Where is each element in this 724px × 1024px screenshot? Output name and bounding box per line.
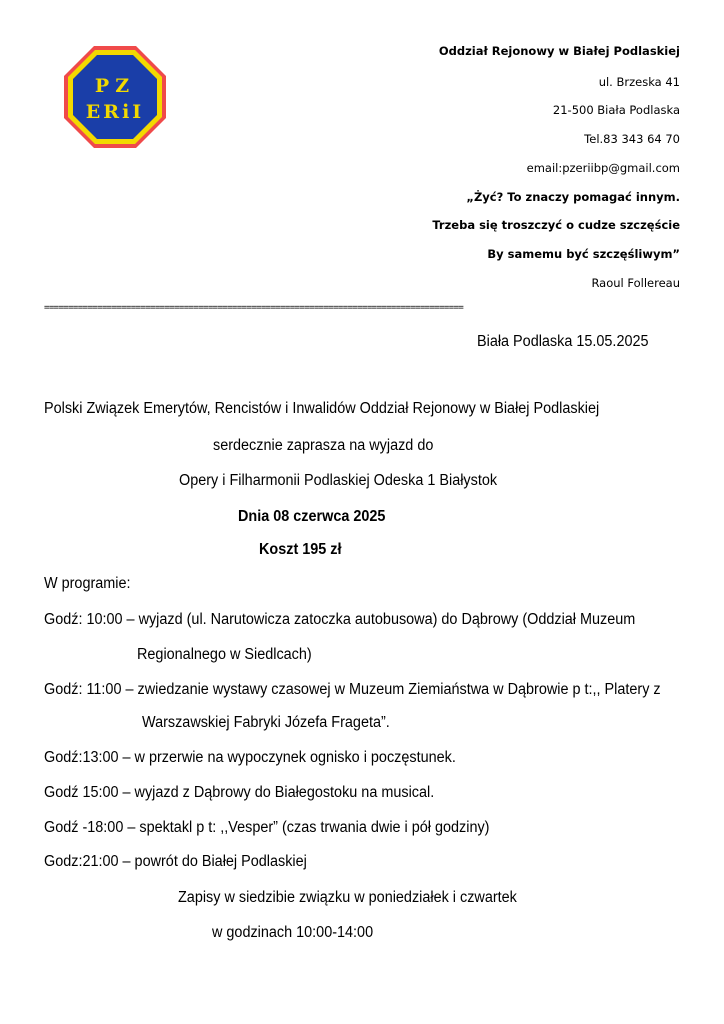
program-item: Godz:21:00 – powrót do Białej Podlaskiej <box>44 853 307 870</box>
signup-line-1: Zapisy w siedzibie związku w poniedziałek i czwartek <box>178 889 517 906</box>
invitation-line-1: Polski Związek Emerytów, Rencistów i Inwalidów Oddział Rejonowy w Białej Podlaskiej <box>44 400 600 417</box>
signup-line-2: w godzinach 10:00-14:00 <box>212 924 374 941</box>
program-item: Godź 15:00 – wyjazd z Dąbrowy do Białegostoku na musical. <box>44 784 435 801</box>
document-date: Biała Podlaska 15.05.2025 <box>477 333 649 350</box>
program-item: Godź -18:00 – spektakl p t: ,,Vesper” (czas trwania dwie i pół godziny) <box>44 819 490 836</box>
program-item-continuation: Regionalnego w Siedlcach) <box>137 646 312 663</box>
logo-text-line2: ERiI <box>85 101 145 123</box>
org-name: Oddział Rejonowy w Białej Podlaskiej <box>438 44 680 58</box>
phone-number: Tel.83 343 64 70 <box>584 132 680 146</box>
quote-line-2: Trzeba się troszczyć o cudze szczęście <box>432 218 680 232</box>
email-address: email:pzeriibp@gmail.com <box>526 161 680 175</box>
quote-line-3: By samemu być szczęśliwym” <box>487 247 680 261</box>
postal-city: 21-500 Biała Podlaska <box>552 103 680 117</box>
event-cost: Koszt 195 zł <box>259 541 342 558</box>
separator-line: ======================================================================================= <box>44 303 464 313</box>
program-item-continuation: Warszawskiej Fabryki Józefa Frageta”. <box>142 714 390 731</box>
street-address: ul. Brzeska 41 <box>598 75 680 89</box>
program-item: Godź:13:00 – w przerwie na wypoczynek ognisko i poczęstunek. <box>44 749 456 766</box>
invitation-line-2: serdecznie zaprasza na wyjazd do <box>213 437 434 454</box>
invitation-line-3: Opery i Filharmonii Podlaskiej Odeska 1 Białystok <box>179 472 498 489</box>
logo-text-line1: PZ <box>94 75 136 97</box>
event-date: Dnia 08 czerwca 2025 <box>238 508 386 525</box>
quote-line-1: „Żyć? To znaczy pomagać innym. <box>466 190 680 204</box>
quote-author: Raoul Follereau <box>591 276 680 290</box>
pzerii-logo <box>62 44 168 150</box>
program-item: Godź: 10:00 – wyjazd (ul. Narutowicza zatoczka autobusowa) do Dąbrowy (Oddział Muzeum <box>44 611 636 628</box>
program-heading: W programie: <box>44 575 131 592</box>
program-item: Godź: 11:00 – zwiedzanie wystawy czasowej w Muzeum Ziemiaństwa w Dąbrowie p t:,, Platery z <box>44 681 661 698</box>
